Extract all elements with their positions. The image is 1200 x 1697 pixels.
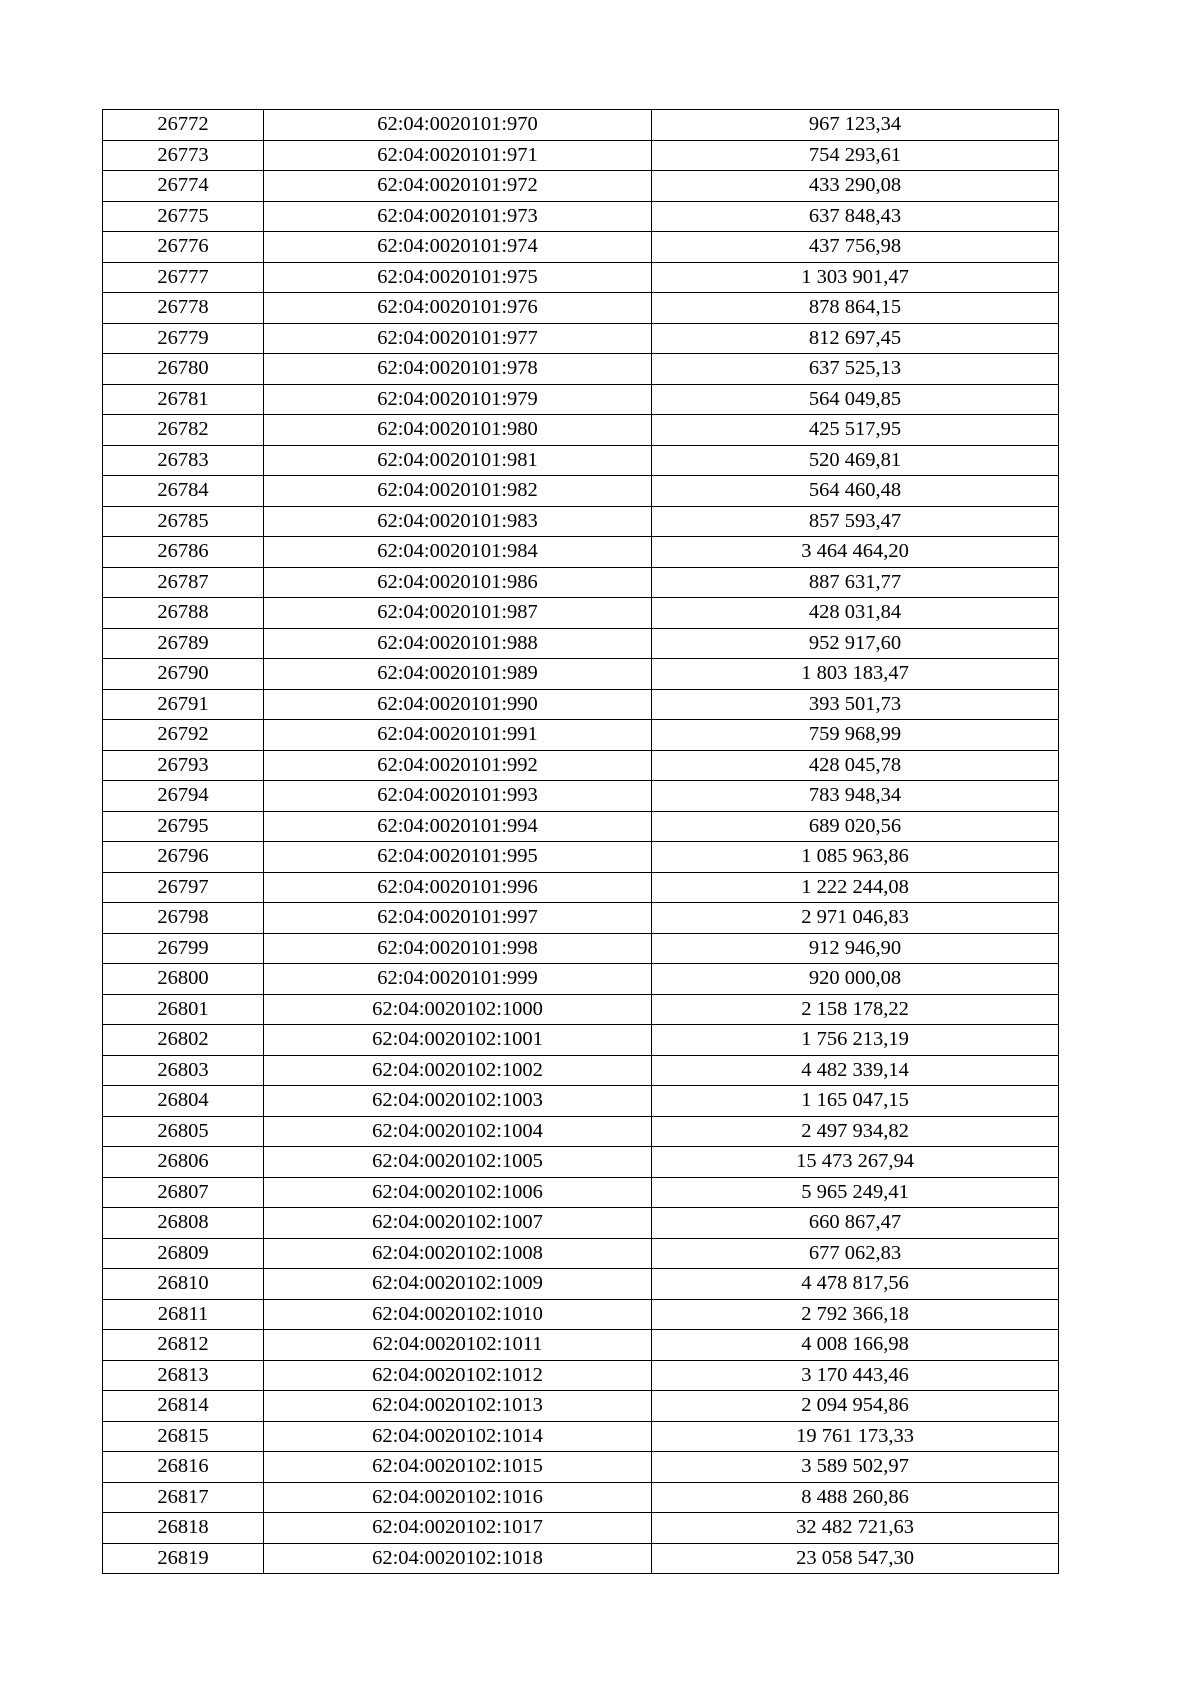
cadastral-number-cell: 62:04:0020101:988 (264, 628, 652, 659)
row-number-cell: 26789 (103, 628, 264, 659)
table-row (103, 689, 1059, 720)
cadastral-value-cell: 1 165 047,15 (652, 1086, 1059, 1117)
row-number-cell: 26818 (103, 1513, 264, 1544)
table-row (103, 354, 1059, 385)
row-number-cell: 26779 (103, 323, 264, 354)
table-row (103, 1360, 1059, 1391)
table-row (103, 1208, 1059, 1239)
cadastral-value-cell: 1 303 901,47 (652, 262, 1059, 293)
row-number-cell: 26819 (103, 1543, 264, 1574)
cadastral-value-cell: 15 473 267,94 (652, 1147, 1059, 1178)
row-number-cell: 26794 (103, 781, 264, 812)
cadastral-value-cell: 428 045,78 (652, 750, 1059, 781)
cadastral-number-cell: 62:04:0020101:999 (264, 964, 652, 995)
table-row (103, 659, 1059, 690)
row-number-cell: 26780 (103, 354, 264, 385)
cadastral-value-cell: 1 222 244,08 (652, 872, 1059, 903)
cadastral-value-cell: 689 020,56 (652, 811, 1059, 842)
cadastral-value-cell: 4 482 339,14 (652, 1055, 1059, 1086)
cadastral-value-cell: 637 525,13 (652, 354, 1059, 385)
row-number-cell: 26801 (103, 994, 264, 1025)
cadastral-number-cell: 62:04:0020101:997 (264, 903, 652, 934)
row-number-cell: 26809 (103, 1238, 264, 1269)
cadastral-value-cell: 23 058 547,30 (652, 1543, 1059, 1574)
table-row (103, 628, 1059, 659)
cadastral-value-cell: 952 917,60 (652, 628, 1059, 659)
row-number-cell: 26776 (103, 232, 264, 263)
table-row (103, 872, 1059, 903)
cadastral-number-cell: 62:04:0020101:976 (264, 293, 652, 324)
cadastral-value-cell: 857 593,47 (652, 506, 1059, 537)
cadastral-number-cell: 62:04:0020101:991 (264, 720, 652, 751)
table-row (103, 933, 1059, 964)
table-row (103, 323, 1059, 354)
row-number-cell: 26781 (103, 384, 264, 415)
row-number-cell: 26800 (103, 964, 264, 995)
table-row (103, 1086, 1059, 1117)
row-number-cell: 26814 (103, 1391, 264, 1422)
cadastral-number-cell: 62:04:0020102:1012 (264, 1360, 652, 1391)
cadastral-number-cell: 62:04:0020102:1009 (264, 1269, 652, 1300)
cadastral-number-cell: 62:04:0020101:979 (264, 384, 652, 415)
table-row (103, 232, 1059, 263)
table-row (103, 415, 1059, 446)
row-number-cell: 26786 (103, 537, 264, 568)
row-number-cell: 26778 (103, 293, 264, 324)
table-row (103, 1513, 1059, 1544)
table-row (103, 598, 1059, 629)
table-row (103, 1269, 1059, 1300)
cadastral-number-cell: 62:04:0020102:1005 (264, 1147, 652, 1178)
row-number-cell: 26795 (103, 811, 264, 842)
cadastral-value-cell: 4 478 817,56 (652, 1269, 1059, 1300)
cadastral-value-cell: 660 867,47 (652, 1208, 1059, 1239)
cadastral-number-cell: 62:04:0020102:1014 (264, 1421, 652, 1452)
row-number-cell: 26790 (103, 659, 264, 690)
cadastral-value-cell: 2 971 046,83 (652, 903, 1059, 934)
cadastral-number-cell: 62:04:0020101:975 (264, 262, 652, 293)
cadastral-number-cell: 62:04:0020102:1018 (264, 1543, 652, 1574)
cadastral-number-cell: 62:04:0020102:1000 (264, 994, 652, 1025)
table-row (103, 476, 1059, 507)
table-row (103, 781, 1059, 812)
cadastral-number-cell: 62:04:0020102:1010 (264, 1299, 652, 1330)
cadastral-number-cell: 62:04:0020101:982 (264, 476, 652, 507)
row-number-cell: 26772 (103, 110, 264, 141)
cadastral-value-cell: 2 792 366,18 (652, 1299, 1059, 1330)
row-number-cell: 26813 (103, 1360, 264, 1391)
cadastral-value-cell: 637 848,43 (652, 201, 1059, 232)
row-number-cell: 26816 (103, 1452, 264, 1483)
table-row (103, 1238, 1059, 1269)
row-number-cell: 26777 (103, 262, 264, 293)
cadastral-value-cell: 677 062,83 (652, 1238, 1059, 1269)
cadastral-number-cell: 62:04:0020101:984 (264, 537, 652, 568)
cadastral-value-cell: 3 464 464,20 (652, 537, 1059, 568)
cadastral-value-cell: 912 946,90 (652, 933, 1059, 964)
row-number-cell: 26799 (103, 933, 264, 964)
table-row (103, 811, 1059, 842)
cadastral-value-cell: 5 965 249,41 (652, 1177, 1059, 1208)
table-row (103, 1025, 1059, 1056)
table-row (103, 140, 1059, 171)
table-row (103, 1482, 1059, 1513)
table-row (103, 1330, 1059, 1361)
cadastral-number-cell: 62:04:0020101:993 (264, 781, 652, 812)
cadastral-number-cell: 62:04:0020101:972 (264, 171, 652, 202)
table-row (103, 1452, 1059, 1483)
cadastral-number-cell: 62:04:0020101:971 (264, 140, 652, 171)
cadastral-value-cell: 32 482 721,63 (652, 1513, 1059, 1544)
cadastral-number-cell: 62:04:0020101:990 (264, 689, 652, 720)
cadastral-value-cell: 19 761 173,33 (652, 1421, 1059, 1452)
table-row (103, 1055, 1059, 1086)
cadastral-number-cell: 62:04:0020102:1011 (264, 1330, 652, 1361)
cadastral-number-cell: 62:04:0020101:974 (264, 232, 652, 263)
cadastral-number-cell: 62:04:0020101:970 (264, 110, 652, 141)
cadastral-number-cell: 62:04:0020101:980 (264, 415, 652, 446)
row-number-cell: 26775 (103, 201, 264, 232)
cadastral-number-cell: 62:04:0020101:995 (264, 842, 652, 873)
cadastral-value-cell: 8 488 260,86 (652, 1482, 1059, 1513)
table-row (103, 537, 1059, 568)
row-number-cell: 26812 (103, 1330, 264, 1361)
cadastral-value-cell: 428 031,84 (652, 598, 1059, 629)
cadastral-value-table (102, 109, 1059, 1574)
cadastral-value-cell: 1 803 183,47 (652, 659, 1059, 690)
row-number-cell: 26815 (103, 1421, 264, 1452)
cadastral-number-cell: 62:04:0020101:987 (264, 598, 652, 629)
row-number-cell: 26791 (103, 689, 264, 720)
table-row (103, 903, 1059, 934)
cadastral-number-cell: 62:04:0020102:1003 (264, 1086, 652, 1117)
cadastral-number-cell: 62:04:0020102:1013 (264, 1391, 652, 1422)
cadastral-number-cell: 62:04:0020102:1008 (264, 1238, 652, 1269)
row-number-cell: 26802 (103, 1025, 264, 1056)
table-row (103, 567, 1059, 598)
table-row (103, 1147, 1059, 1178)
row-number-cell: 26811 (103, 1299, 264, 1330)
cadastral-value-cell: 759 968,99 (652, 720, 1059, 751)
row-number-cell: 26805 (103, 1116, 264, 1147)
table-row (103, 720, 1059, 751)
table-body (103, 110, 1059, 1574)
row-number-cell: 26788 (103, 598, 264, 629)
cadastral-number-cell: 62:04:0020102:1002 (264, 1055, 652, 1086)
row-number-cell: 26774 (103, 171, 264, 202)
cadastral-number-cell: 62:04:0020101:998 (264, 933, 652, 964)
cadastral-value-cell: 564 049,85 (652, 384, 1059, 415)
table-row (103, 964, 1059, 995)
row-number-cell: 26804 (103, 1086, 264, 1117)
cadastral-number-cell: 62:04:0020102:1015 (264, 1452, 652, 1483)
cadastral-value-cell: 425 517,95 (652, 415, 1059, 446)
cadastral-value-cell: 520 469,81 (652, 445, 1059, 476)
row-number-cell: 26817 (103, 1482, 264, 1513)
table-row (103, 506, 1059, 537)
cadastral-value-cell: 3 170 443,46 (652, 1360, 1059, 1391)
row-number-cell: 26792 (103, 720, 264, 751)
cadastral-value-cell: 878 864,15 (652, 293, 1059, 324)
row-number-cell: 26787 (103, 567, 264, 598)
cadastral-number-cell: 62:04:0020102:1016 (264, 1482, 652, 1513)
cadastral-number-cell: 62:04:0020101:983 (264, 506, 652, 537)
cadastral-number-cell: 62:04:0020101:986 (264, 567, 652, 598)
row-number-cell: 26783 (103, 445, 264, 476)
row-number-cell: 26785 (103, 506, 264, 537)
table-row (103, 750, 1059, 781)
table-row (103, 1421, 1059, 1452)
cadastral-number-cell: 62:04:0020102:1004 (264, 1116, 652, 1147)
cadastral-number-cell: 62:04:0020101:977 (264, 323, 652, 354)
cadastral-number-cell: 62:04:0020102:1007 (264, 1208, 652, 1239)
table-row (103, 1177, 1059, 1208)
table-row (103, 1543, 1059, 1574)
cadastral-value-cell: 4 008 166,98 (652, 1330, 1059, 1361)
row-number-cell: 26808 (103, 1208, 264, 1239)
row-number-cell: 26793 (103, 750, 264, 781)
cadastral-value-cell: 437 756,98 (652, 232, 1059, 263)
cadastral-value-cell: 2 497 934,82 (652, 1116, 1059, 1147)
cadastral-value-cell: 783 948,34 (652, 781, 1059, 812)
cadastral-value-cell: 433 290,08 (652, 171, 1059, 202)
row-number-cell: 26798 (103, 903, 264, 934)
cadastral-number-cell: 62:04:0020101:981 (264, 445, 652, 476)
cadastral-value-cell: 393 501,73 (652, 689, 1059, 720)
row-number-cell: 26773 (103, 140, 264, 171)
cadastral-number-cell: 62:04:0020101:978 (264, 354, 652, 385)
table-row (103, 994, 1059, 1025)
cadastral-value-cell: 564 460,48 (652, 476, 1059, 507)
cadastral-value-cell: 2 158 178,22 (652, 994, 1059, 1025)
cadastral-number-cell: 62:04:0020102:1006 (264, 1177, 652, 1208)
cadastral-number-cell: 62:04:0020101:996 (264, 872, 652, 903)
cadastral-number-cell: 62:04:0020102:1017 (264, 1513, 652, 1544)
row-number-cell: 26782 (103, 415, 264, 446)
cadastral-value-cell: 812 697,45 (652, 323, 1059, 354)
cadastral-number-cell: 62:04:0020101:989 (264, 659, 652, 690)
row-number-cell: 26803 (103, 1055, 264, 1086)
row-number-cell: 26810 (103, 1269, 264, 1300)
row-number-cell: 26806 (103, 1147, 264, 1178)
cadastral-value-cell: 887 631,77 (652, 567, 1059, 598)
cadastral-number-cell: 62:04:0020102:1001 (264, 1025, 652, 1056)
cadastral-number-cell: 62:04:0020101:992 (264, 750, 652, 781)
cadastral-value-cell: 754 293,61 (652, 140, 1059, 171)
table-row (103, 201, 1059, 232)
row-number-cell: 26784 (103, 476, 264, 507)
cadastral-value-cell: 1 756 213,19 (652, 1025, 1059, 1056)
table-row (103, 262, 1059, 293)
row-number-cell: 26797 (103, 872, 264, 903)
table-row (103, 171, 1059, 202)
table-row (103, 1116, 1059, 1147)
table-row (103, 1299, 1059, 1330)
cadastral-number-cell: 62:04:0020101:973 (264, 201, 652, 232)
table-row (103, 445, 1059, 476)
cadastral-value-cell: 967 123,34 (652, 110, 1059, 141)
table-row (103, 110, 1059, 141)
row-number-cell: 26807 (103, 1177, 264, 1208)
cadastral-number-cell: 62:04:0020101:994 (264, 811, 652, 842)
table-row (103, 384, 1059, 415)
cadastral-value-cell: 3 589 502,97 (652, 1452, 1059, 1483)
cadastral-value-cell: 2 094 954,86 (652, 1391, 1059, 1422)
table-row (103, 293, 1059, 324)
table-row (103, 842, 1059, 873)
cadastral-value-cell: 920 000,08 (652, 964, 1059, 995)
cadastral-value-cell: 1 085 963,86 (652, 842, 1059, 873)
row-number-cell: 26796 (103, 842, 264, 873)
table-row (103, 1391, 1059, 1422)
